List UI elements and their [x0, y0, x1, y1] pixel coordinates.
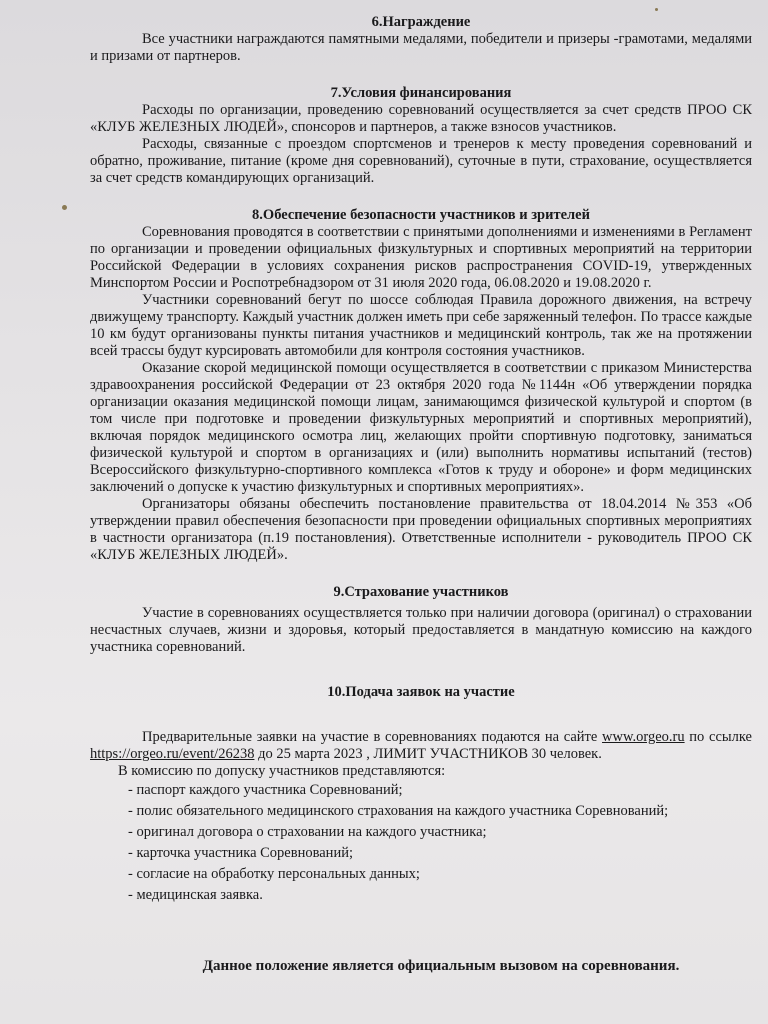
- required-document-item: - полис обязательного медицинского страхования на каждого участника Соревнований;: [128, 803, 669, 819]
- section-8-paragraph-3: Оказание скорой медицинской помощи осуществляется в соответствии с приказом Министерства здравоохранения российской Федерации от 23 октября 2020 года №1144н «Об утверждении порядка организации оказания медицинской помощи лицам, занимающимся физической культурой и спортом (в том числе при подготовке и проведении физкультурных мероприятий и спортивных мероприятий), включая порядок медицинского осмотра лиц, желающих пройти спортивную подготовку, заниматься физической культурой и спортом в организациях и (или) выполнить нормативы испытаний (тестов) Всероссийского физкультурно-спортивного комплекса «Готов к труду и обороне» и форм медицинских заключений о допуске к участию физкультурных и спортивных мероприятиях».: [90, 360, 752, 495]
- document-body: [90, 14, 752, 975]
- section-10-heading: 10.Подача заявок на участие: [327, 684, 515, 700]
- section-7-paragraph-2: Расходы, связанные с проездом спортсменов и тренеров к месту проведения соревнований и обратно, проживание, питание (кроме дня соревнований), суточные в пути, страхование, осуществляется за счет средств командирующих организаций.: [90, 136, 752, 186]
- required-documents-list: [90, 780, 752, 906]
- required-document-item: - паспорт каждого участника Соревнований;: [128, 782, 403, 798]
- applications-text-c: до 25 марта 2023 , ЛИМИТ УЧАСТНИКОВ 30 человек.: [254, 746, 602, 762]
- section-8-paragraph-4: Организаторы обязаны обеспечить постановление правительства от 18.04.2014 №353 «Об утверждении правил обеспечения безопасности при проведении официальных спортивных мероприятиях в частности организатора (п.19 постановления). Ответственные исполнители - руководитель ПРОО СК «КЛУБ ЖЕЛЕЗНЫХ ЛЮДЕЙ».: [90, 496, 752, 563]
- official-invitation-statement: Данное положение является официальным вызовом на соревнования.: [202, 958, 680, 974]
- applications-text-a: Предварительные заявки на участие в соревнованиях подаются на сайте: [142, 729, 603, 745]
- section-10-paragraph: [90, 729, 752, 763]
- section-8-heading: 8.Обеспечение безопасности участников и зрителей: [252, 207, 590, 223]
- paper-speck-mark: [62, 205, 67, 210]
- orgeo-event-link[interactable]: https://orgeo.ru/event/26238: [90, 746, 255, 762]
- applications-text-b: по ссылке: [684, 729, 752, 745]
- section-6-heading: 6.Награждение: [371, 14, 471, 30]
- required-document-item: - карточка участника Соревнований;: [128, 845, 353, 861]
- section-9-heading: 9.Страхование участников: [333, 584, 509, 600]
- section-9-paragraph: Участие в соревнованиях осуществляется только при наличии договора (оригинал) о страховании несчастных случаев, жизни и здоровья, который предоставляется в мандатную комиссию на каждого участника соревнований.: [90, 605, 752, 655]
- section-7-paragraph-1: Расходы по организации, проведению соревнований осуществляется за счет средств ПРОО СК «КЛУБ ЖЕЛЕЗНЫХ ЛЮДЕЙ», спонсоров и партнеров, а также взносов участников.: [90, 102, 752, 135]
- required-document-item: - оригинал договора о страховании на каждого участника;: [128, 824, 487, 840]
- required-document-item: - согласие на обработку персональных данных;: [128, 866, 420, 882]
- section-6-paragraph: Все участники награждаются памятными медалями, победители и призеры -грамотами, медалями и призами от партнеров.: [90, 31, 752, 64]
- section-8-paragraph-2: Участники соревнований бегут по шоссе соблюдая Правила дорожного движения, на встречу движущему транспорту. Каждый участник должен иметь при себе заряженный телефон. По трассе каждые 10 км будут организованы пункты питания участников и медицинский контроль, так же на протяжении всей трассы будут курсировать автомобили для контроля состояния участников.: [90, 292, 752, 359]
- orgeo-site-link[interactable]: www.orgeo.ru: [602, 729, 685, 745]
- required-document-item: - медицинская заявка.: [128, 887, 263, 903]
- section-8-paragraph-1: Соревнования проводятся в соответствии с принятыми дополнениями и изменениями в Регламент по организации и проведении официальных физкультурных и спортивных мероприятий на территории Российской Федерации в условиях сохранения рисков распространения COVID-19, утвержденных Минспортом России и Роспотребнадзором от 31 июля 2020 года, 06.08.2020 и 19.08.2020 г.: [90, 224, 752, 291]
- paper-speck-mark-2: [655, 8, 658, 11]
- documents-list-intro: В комиссию по допуску участников представляются:: [118, 763, 446, 779]
- section-7-heading: 7.Условия финансирования: [330, 85, 512, 101]
